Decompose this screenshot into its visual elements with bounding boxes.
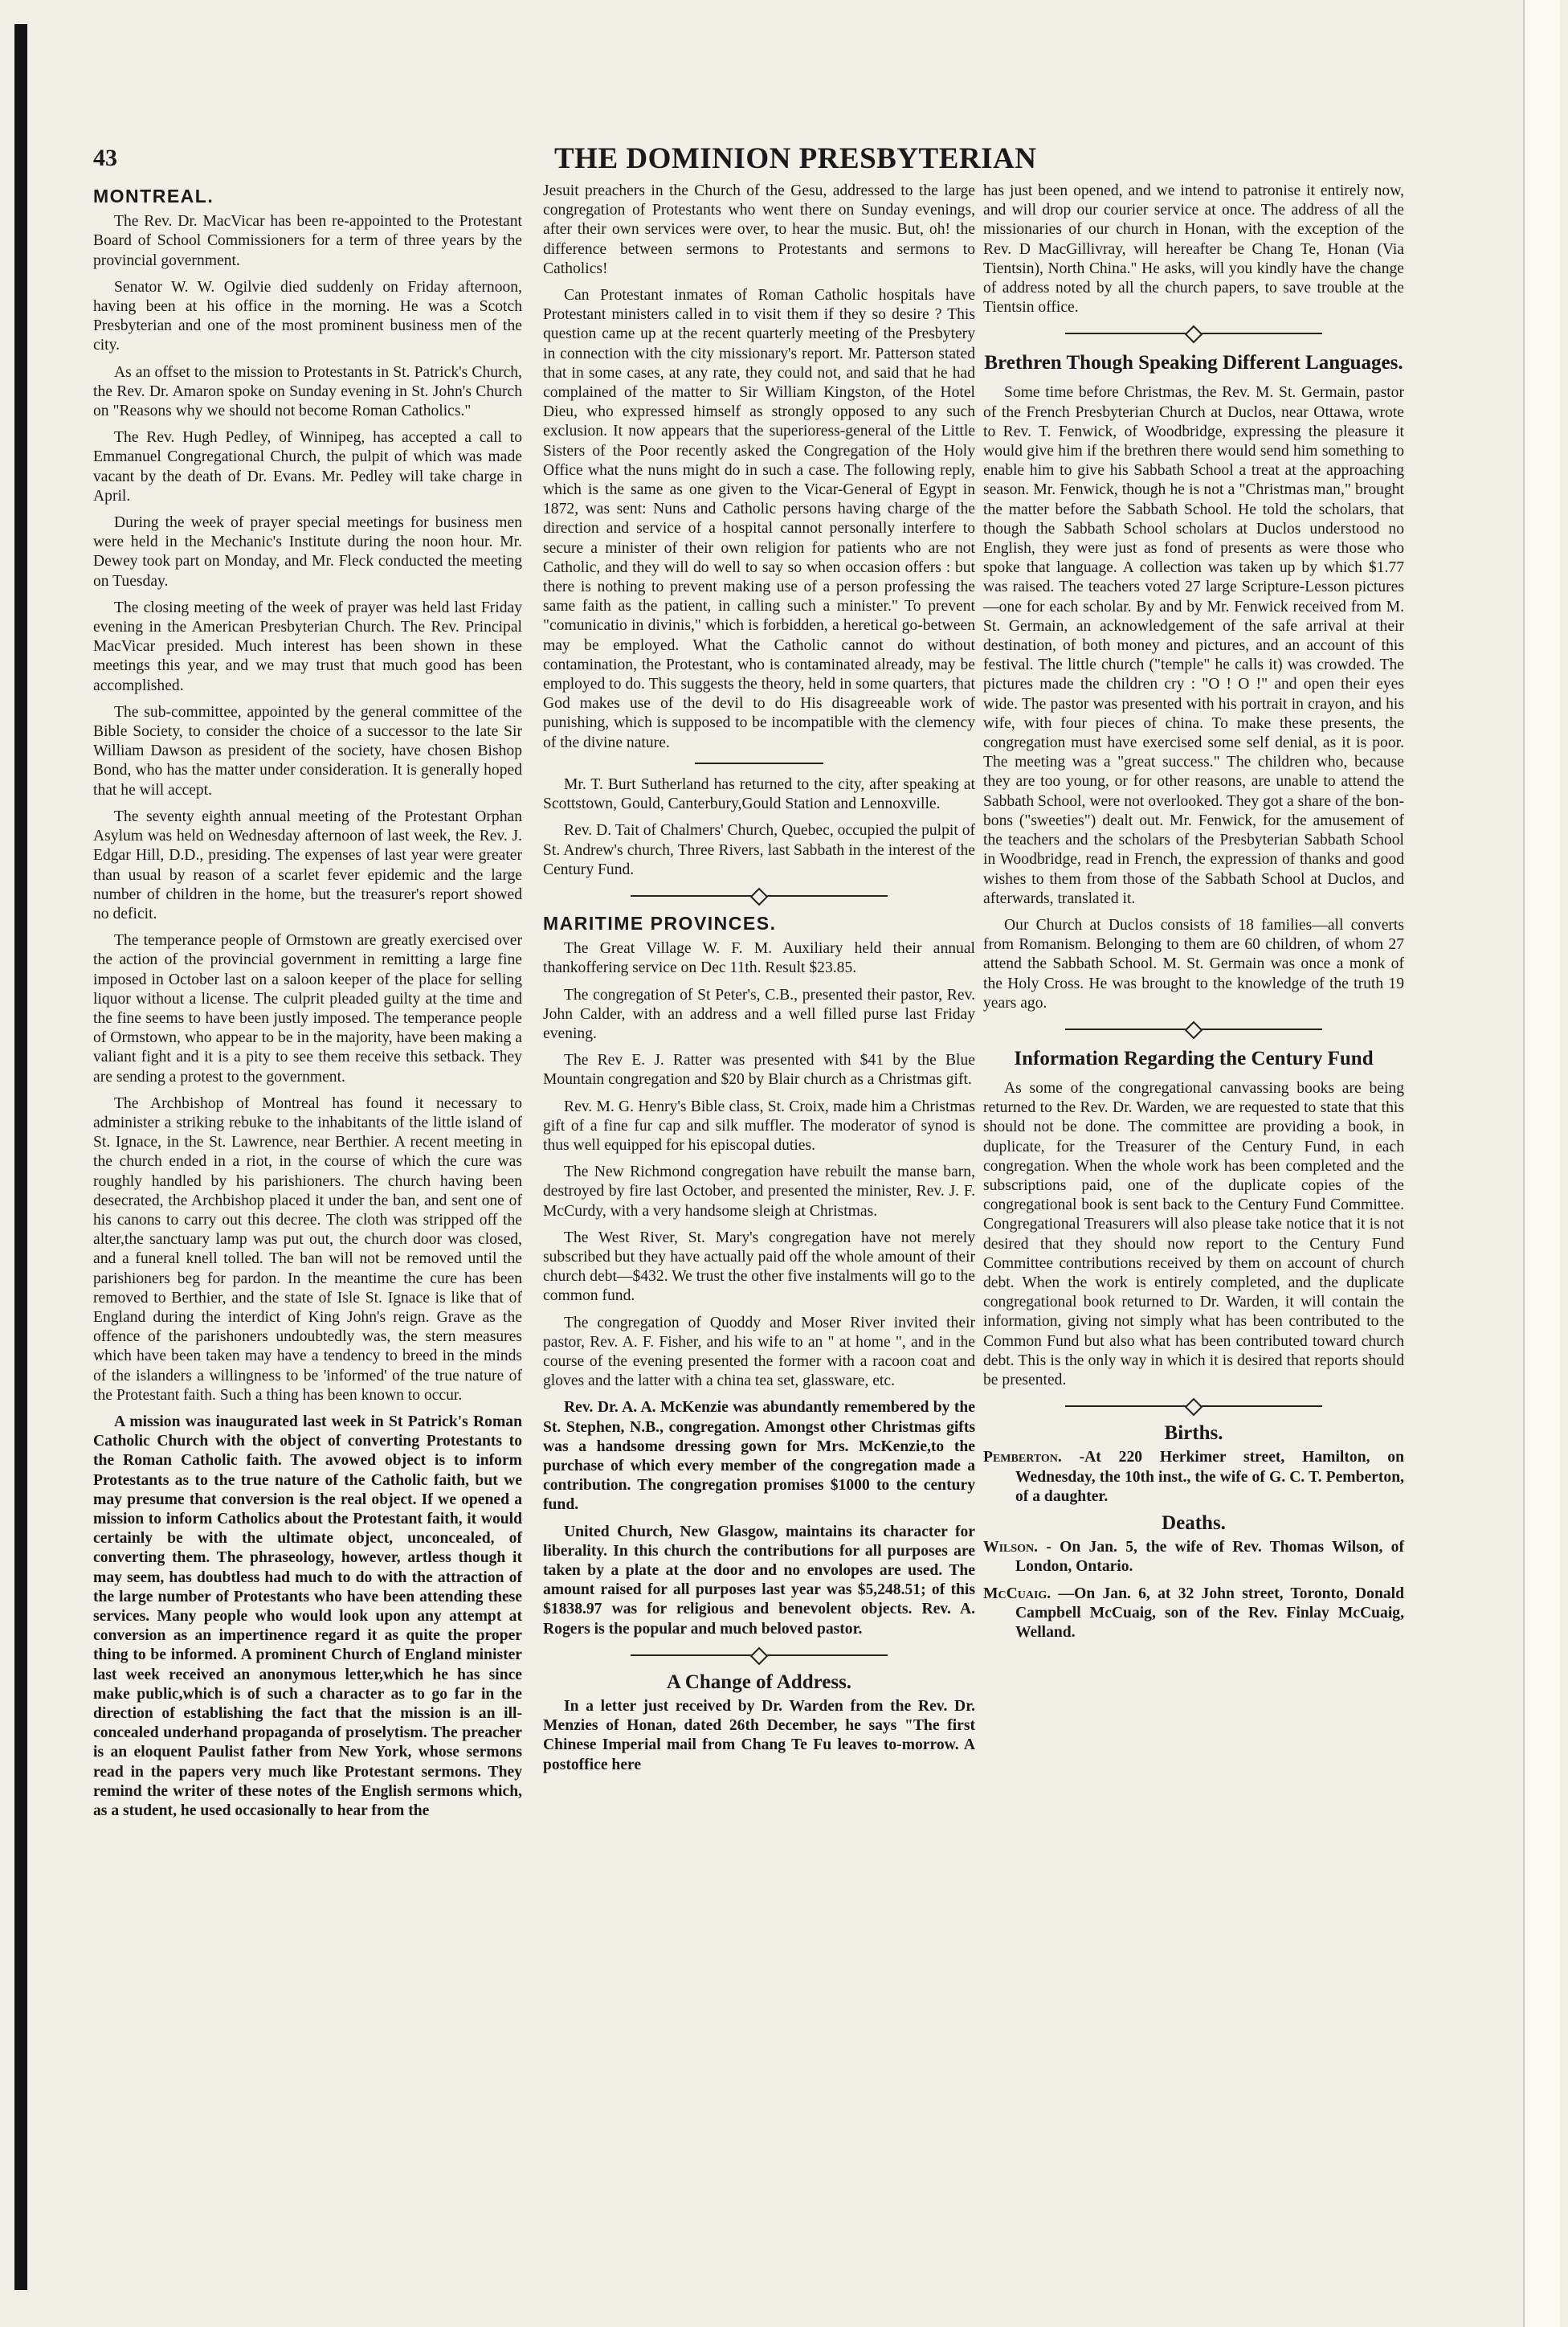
article-paragraph: The Great Village W. F. M. Auxiliary held their annual thankoffering service on Dec 11th. Result $23.85. xyxy=(543,940,975,977)
section-heading-deaths: Deaths. xyxy=(1162,1511,1226,1534)
divider-rule xyxy=(695,763,823,764)
article-paragraph-bold: A mission was inaugurated last week in St Patrick's Roman Catholic Church with the object of converting Protestants to the Roman Catholic faith. The avowed object is to inform Protestants as to the true nature of the Catholic faith, but we may presume that conversion is the real object. If we opened a mission to inform Catholics about the Protestant faith, it would certainly be with the ultimate object, unconcealed, of converting them. The phraseology, however, artless though it may seem, has doubtless had much to do with the attraction of the large number of Protestants who have been attending these services. Many people who would look upon any attempt at conversion as an impertinence regard it as quite the proper thing to be informed. A prominent Church of England minister last week received an anonymous letter,which he has since make public,which is of such a character as to go far in the direction of establishing the fact that the mission is an ill-concealed underhand propaganda of proselytism. The preacher is an eloquent Paulist father from New York, whose sermons read in the papers very much like Protestant sermons. They remind the writer of these notes of the English sermons which, as a student, he used occasionally to hear from the xyxy=(93,1413,522,1820)
column-1 xyxy=(93,186,522,1828)
article-paragraph: Jesuit preachers in the Church of the Gesu, addressed to the large congregation of Protestants who went there on Sunday evenings, after their own services were over, to hear the music. But, oh! the difference between sermons to Protestants and sermons to Catholics! xyxy=(543,182,975,277)
article-paragraph: The New Richmond congregation have rebuilt the manse barn, destroyed by fire last October, and presented the minister, Rev. J. F. McCurdy, with a very handsome sleigh at Christmas. xyxy=(543,1164,975,1220)
article-paragraph: The Archbishop of Montreal has found it necessary to administer a striking rebuke to the inhabitants of the little island of St. Ignace, in the St. Lawrence, near Berthier. A recent meeting in the church ended in a riot, in the course of which the cure was roughly handled by his parishioners. The church having been desecrated, the Archbishop placed it under the ban, and sent one of his canons to carry out this decree. The cloth was stripped off the alter,the sanctuary lamp was put out, the church door was closed, and a funeral knell tolled. The ban will not be removed until the parishioners beg for pardon. In the meantime the cure has been removed to Berthier, and the state of Isle St. Ignace is like that of England during the interdict of King John's reign. Grave as the offence of the parishoners undoubtedly was, the stern measures which have been taken may have a tendency to breed in the minds of the islanders a willingness to be 'informed' of the true nature of the Protestant faith. Such a thing has been known to occur. xyxy=(93,1094,522,1404)
notice-text: -At 220 Herkimer street, Hamilton, on Wednesday, the 10th inst., the wife of G. C. T. Pemberton, of a daughter. xyxy=(1015,1449,1404,1505)
notice-text: - On Jan. 5, the wife of Rev. Thomas Wilson, of London, Ontario. xyxy=(1015,1539,1404,1576)
ornamental-divider xyxy=(1065,1400,1322,1413)
page-number: 43 xyxy=(93,145,117,171)
article-paragraph: The seventy eighth annual meeting of the Protestant Orphan Asylum was held on Wednesday afternoon of last week, the Rev. J. Edgar Hill, D.D., presiding. The expenses of last year were greater than usual by reason of a scarlet fever epidemic and the large number of children in the home, but the treasurer's report showed no deficit. xyxy=(93,808,522,922)
column-2 xyxy=(543,182,975,1782)
article-paragraph: During the week of prayer special meetings for business men were held in the Mechanic's Institute during the noon hour. Mr. Dewey took part on Monday, and Mr. Fleck conducted the meeting on Tuesday. xyxy=(93,514,522,590)
section-heading-century-fund: Information Regarding the Century Fund xyxy=(1014,1047,1374,1069)
article-paragraph: The congregation of St Peter's, C.B., presented their pastor, Rev. John Calder, with an address and a well filled purse last Friday evening. xyxy=(543,986,975,1042)
article-paragraph: As some of the congregational canvassing books are being returned to the Rev. Dr. Warden, we are requested to state that this should not be done. The committee are providing a book, in duplicate, for the Treasurer of the Century Fund, in each congregation. When the whole work has been completed and the subscriptions paid, one of the duplicate copies of the congregational book is sent back to the Century Fund Committee. Congregational Treasurers will also please take notice that it is not desired that they should now report to the Century Fund Committee contributions received by them on account of church debt. When the work is entirely completed, and the duplicate congregational book returned to Dr. Warden, it will contain the information, giving not simply what has been contributed to the Common Fund but also what has been contributed toward church debt. This is the only way in which it is desired that reports should be presented. xyxy=(983,1079,1404,1388)
article-paragraph-bold: United Church, New Glasgow, maintains its character for liberality. In this church the contributions for all purposes are taken by a plate at the door and no envolopes are used. The amount raised for all purposes last year was $5,248.51; of this $1838.97 was for religious and benevolent objects. Rev. A. Rogers is the popular and much beloved pastor. xyxy=(543,1523,975,1638)
article-paragraph: The Rev E. J. Ratter was presented with $41 by the Blue Mountain congregation and $20 by Blair church as a Christmas gift. xyxy=(543,1052,975,1089)
ornamental-divider xyxy=(631,1649,888,1662)
article-paragraph: The closing meeting of the week of prayer was held last Friday evening in the American Presbyterian Church. The Rev. Principal MacVicar presided. Much interest has been shown in these meetings this year, and we may trust that much good has been accomplished. xyxy=(93,599,522,694)
article-paragraph: The Rev. Hugh Pedley, of Winnipeg, has accepted a call to Emmanuel Congregational Church, the pulpit of which was made vacant by the death of Dr. Evans. Mr. Pedley will take charge in April. xyxy=(93,429,522,505)
article-paragraph: has just been opened, and we intend to patronise it entirely now, and will drop our courier service at once. The address of all the missionaries of our church in Honan, with the exception of the Rev. D MacGillivray, will hereafter be Chang Te, Honan (Via Tientsin), North China." He asks, will you kindly have the change of address noted by all the church papers, to save trouble at the Tientsin office. xyxy=(983,182,1404,317)
notice-name: McCuaig. xyxy=(983,1585,1051,1602)
ornamental-divider xyxy=(631,889,888,902)
article-paragraph: The sub-committee, appointed by the general committee of the Bible Society, to consider the choice of a successor to the late Sir William Dawson as president of the society, have chosen Bishop Bond, who has the matter under consideration. It is generally hoped that he will accept. xyxy=(93,703,522,799)
article-paragraph: Our Church at Duclos consists of 18 families—all converts from Romanism. Belonging to them are 60 children, of whom 27 attend the Sabbath School. M. St. Germain was once a monk of the Holy Cross. He was brought to the knowledge of the truth 19 years ago. xyxy=(983,916,1404,1012)
article-paragraph: The congregation of Quoddy and Moser River invited their pastor, Rev. A. F. Fisher, and his wife to an " at home ", and in the course of the evening presented the former with a racoon coat and gloves and the latter with a china tea set, glassware, etc. xyxy=(543,1314,975,1390)
article-paragraph: Rev. D. Tait of Chalmers' Church, Quebec, occupied the pulpit of St. Andrew's church, Three Rivers, last Sabbath in the interest of the Century Fund. xyxy=(543,822,976,878)
article-paragraph-bold: In a letter just received by Dr. Warden from the Rev. Dr. Menzies of Honan, dated 26th December, he says "The first Chinese Imperial mail from Chang Te Fu leaves to-morrow. A postoffice here xyxy=(543,1698,975,1773)
notice-name: Wilson. xyxy=(983,1539,1039,1556)
section-heading-maritime: MARITIME PROVINCES. xyxy=(543,912,777,934)
section-heading-brethren: Brethren Though Speaking Different Languages. xyxy=(984,352,1403,374)
masthead-title: THE DOMINION PRESBYTERIAN xyxy=(554,142,1037,175)
notice-name: Pemberton. xyxy=(983,1449,1062,1466)
article-paragraph: Some time before Christmas, the Rev. M. St. Germain, pastor of the French Presbyterian Church at Duclos, near Ottawa, wrote to Rev. T. Fenwick, of Woodbridge, expressing the pleasure it would give him if the brethren there would send him something to enable him to give his Sabbath School a treat at the approaching season. Mr. Fenwick, though he is not a "Christmas man," brought the matter before the Sabbath School. He told the scholars, that though the Sabbath School scholars at Duclos understood no English, they were just as fond of presents as were those who spoke that language. A collection was taken up by which $1.77 was raised. The teachers voted 27 large Scripture-Lesson pictures—one for each scholar. By and by Mr. Fenwick received from M. St. Germain, an acknowledgement of the safe arrival at their destination, of both money and pictures, and an account of this festival. The little church ("temple" he calls it) was crowded. The pictures made the children cry : "O ! O !" and open their eyes wide. The pastor was presented with his portrait in crayon, and his wife, with four pieces of china. To make these presents, the congregation must have exercised some self denial, as it is poor. The meeting was a "great success." The children who, because they are too young, or for other reasons, are unable to attend the Sabbath School, were not overlooked. They got a share of the bon-bons ("sweeties") dealt out. Mr. Fenwick, for the amusement of the teachers and the scholars of the Presbyterian Sabbath School in Woodbridge, read in French, the expression of thanks and good wishes to them from those of the Sabbath School at Duclos, and afterwards, translated it. xyxy=(983,384,1404,907)
article-paragraph: Senator W. W. Ogilvie died suddenly on Friday afternoon, having been at his office in the morning. He was a Scotch Presbyterian and one of the most prominent business men of the city. xyxy=(93,278,522,354)
scan-page-margin xyxy=(1523,0,1560,2327)
notice-text: —On Jan. 6, at 32 John street, Toronto, Donald Campbell McCuaig, son of the Rev. Finlay McCuaig, Welland. xyxy=(1015,1585,1404,1641)
section-heading-montreal: MONTREAL. xyxy=(93,186,214,207)
article-paragraph: The temperance people of Ormstown are greatly exercised over the action of the provincial government in remitting a large fine imposed in October last on a saloon keeper of the place for selling liquor without a license. The culprit pleaded guilty at the time and the fine seems to have been justly imposed. The temperance people of Ormstown, who appear to be in the majority, have been making a valiant fight and it is a pity to see them receive this setback. They are sending a protest to the government. xyxy=(93,932,522,1086)
scan-binding-edge xyxy=(14,24,27,2290)
article-paragraph-bold: Rev. Dr. A. A. McKenzie was abundantly remembered by the St. Stephen, N.B., congregation. Amongst other Christmas gifts was a handsome dressing gown for Mrs. McKenzie,to the purchase of which every member of the congregation made a contribution. The congregation promises $1000 to the century fund. xyxy=(543,1399,975,1514)
death-notice xyxy=(983,1538,1404,1577)
ornamental-divider xyxy=(1065,327,1322,340)
article-paragraph: The West River, St. Mary's congregation have not merely subscribed but they have actually paid off the whole amount of their church debt—$432. We trust the other five instalments will go to the common fund. xyxy=(543,1229,975,1305)
column-3 xyxy=(983,182,1404,1650)
death-notice xyxy=(983,1585,1404,1643)
section-heading-births: Births. xyxy=(1164,1422,1223,1445)
ornamental-divider xyxy=(1065,1023,1322,1036)
article-paragraph: Mr. T. Burt Sutherland has returned to the city, after speaking at Scottstown, Gould, Canterbury,Gould Station and Lennoxville. xyxy=(543,775,975,813)
article-paragraph: As an offset to the mission to Protestants in St. Patrick's Church, the Rev. Dr. Amaron spoke on Sunday evening in St. John's Church on "Reasons why we should not become Roman Catholics." xyxy=(93,363,522,420)
article-paragraph: The Rev. Dr. MacVicar has been re-appointed to the Protestant Board of School Commissioners for a term of three years by the provincial government. xyxy=(93,213,522,269)
section-heading-change-of-address: A Change of Address. xyxy=(666,1671,852,1693)
article-paragraph: Rev. M. G. Henry's Bible class, St. Croix, made him a Christmas gift of a fine fur cap and silk muffler. The moderator of synod is thus well equipped for his episcopal duties. xyxy=(543,1098,975,1154)
birth-notice xyxy=(983,1448,1404,1507)
article-paragraph: Can Protestant inmates of Roman Catholic hospitals have Protestant ministers called in to visit them if they so desire ? This question came up at the recent quarterly meeting of the Presbytery in connection with the city missionary's report. Mr. Patterson stated that in some cases, at any rate, they could not, and said that he had complained of the matter to Sir William Kingston, of the Hotel Dieu, who expressed himself as strongly opposed to any such exclusion. It now appears that the superioress-general of the Little Sisters of the Poor recently asked the Congregation of the Holy Office what the nuns might do in such a case. The following reply, which is the same as one given to the Vicar-General of Egypt in 1872, was sent: Nuns and Catholic persons having charge of the direction and service of a hospital cannot personally interfere to secure a minister of their own religion for patients who are not Catholic, and they will do well to say so when occasion offers : but there is nothing to prevent making use of a person professing the same faith as the patient, in calling such a minister." To prevent "comunicatio in divinis," which is forbidden, a heretical go-between may be employed. What the Catholic cannot do without contamination, the Protestant, who is contaminated already, may be employed to do. This suggests the theory, held in some quarters, that God makes use of the devil to do His disagreeable work of punishing, which is supposed to be incompatible with the clemency of the divine nature. xyxy=(543,287,975,751)
